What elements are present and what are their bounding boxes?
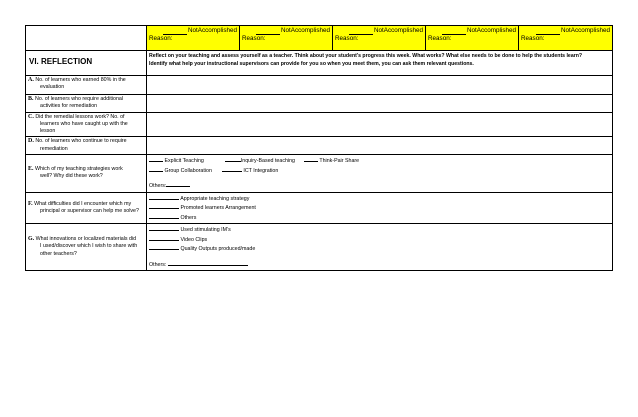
checkbox-line[interactable] [222,166,242,172]
question-c [26,112,147,137]
question-text: lesson [40,128,56,135]
checkbox-line[interactable] [149,203,179,209]
letter: D. [28,138,34,145]
row-g [26,224,613,271]
status-text: NotAccomplished [561,27,610,34]
reflection-instructions [147,51,613,76]
difficulties-cell [147,192,613,224]
others-line[interactable] [166,181,190,187]
question-text: activities for remediation [40,103,98,110]
reason-label: Reason: [521,35,545,42]
question-d [26,137,147,155]
reason-label: Reason: [428,35,452,42]
option-group: Group Collaboration [164,167,212,174]
option-others: Others [180,214,197,221]
checkbox-line[interactable] [304,156,318,162]
status-text: NotAccomplished [374,27,423,34]
status-text: NotAccomplished [281,27,330,34]
question-text: Which of my teaching strategies work [35,166,123,173]
answer-c[interactable] [147,112,613,137]
instruction-line-2: Identify what help your instructional supervisors can provide for you so when you meet them, you can ask them relevant questions. [149,61,474,67]
letter: F. [28,200,33,207]
instruction-line-1: Reflect on your teaching and assess yourself as a teacher. Think about your student’s progress this week. What works? What else needs to be done to help the students learn? [149,53,583,59]
checkbox-line[interactable] [149,194,179,200]
question-text: No. of learners who require additional [35,96,124,102]
option-explicit: Explicit Teaching [164,158,204,165]
others-label: Others: [149,183,167,190]
question-text: other teachers? [40,250,77,257]
question-b [26,95,147,113]
question-text: No. of learners who earned 80% in the [35,77,126,83]
answer-b[interactable] [147,95,613,113]
option-inquiry: Inquiry-Based teaching [240,158,295,165]
question-text: What innovations or localized materials did [35,236,137,243]
answer-a[interactable] [147,76,613,95]
status-cell-1 [147,26,240,51]
status-text: NotAccomplished [467,27,516,34]
status-cell-3 [333,26,426,51]
section-title: VI. REFLECTION [26,51,147,76]
reason-label: Reason: [149,35,173,42]
row-d [26,137,613,155]
row-c [26,112,613,137]
status-text: NotAccomplished [188,27,237,34]
option-ict: ICT Integration [243,167,279,174]
reason-label: Reason: [242,35,266,42]
reflection-table [25,25,613,271]
row-a [26,76,613,95]
question-text: principal or supervisor can help me solve? [40,207,139,214]
option-strategy: Appropriate teaching strategy [180,195,250,202]
checkbox-line[interactable] [149,166,163,172]
option-ims: Used stimulating IM’s [180,227,231,234]
question-text: What difficulties did I encounter which my [34,200,132,207]
checkbox-line[interactable] [149,225,179,231]
row-f [26,192,613,224]
option-arrangement: Promoted learners Arrangement [180,205,256,212]
option-outputs: Quality Outputs produced/made [180,246,256,253]
option-video: Video Clips [180,236,208,243]
checkbox-line[interactable] [149,156,163,162]
checkbox-line[interactable] [149,244,179,250]
checkbox-line[interactable] [149,235,179,241]
strategies-cell [147,155,613,193]
status-cell-5 [519,26,613,51]
letter: B. [28,96,34,102]
question-text: No. of learners who continue to require [35,138,127,145]
question-g [26,224,147,271]
row-b [26,95,613,113]
question-text: well? Why did these work? [40,173,103,180]
others-line[interactable] [168,260,248,266]
status-cell-4 [426,26,519,51]
reflection-header-row [26,51,613,76]
answer-d[interactable] [147,137,613,155]
letter: C. [28,113,34,120]
innovations-cell [147,224,613,271]
letter: A. [28,77,34,83]
blank-cell [26,26,147,51]
checkbox-line[interactable] [149,213,179,219]
checkbox-line[interactable] [225,156,241,162]
question-e [26,155,147,193]
question-text: evaluation [40,84,65,91]
row-e [26,155,613,193]
question-text: I used/discover which I wish to share with [40,243,138,250]
question-text: learners who have caught up with the [40,120,128,127]
option-think-pair: Think-Pair Share [319,158,360,165]
question-text: remediation [40,145,68,152]
question-text: Did the remedial lessons work? No. of [35,113,125,120]
letter: E. [28,166,34,173]
letter: G. [28,236,35,243]
question-a [26,76,147,95]
question-f [26,192,147,224]
status-row [26,26,613,51]
status-cell-2 [240,26,333,51]
reason-label: Reason: [335,35,359,42]
others-label: Others: [149,261,167,268]
